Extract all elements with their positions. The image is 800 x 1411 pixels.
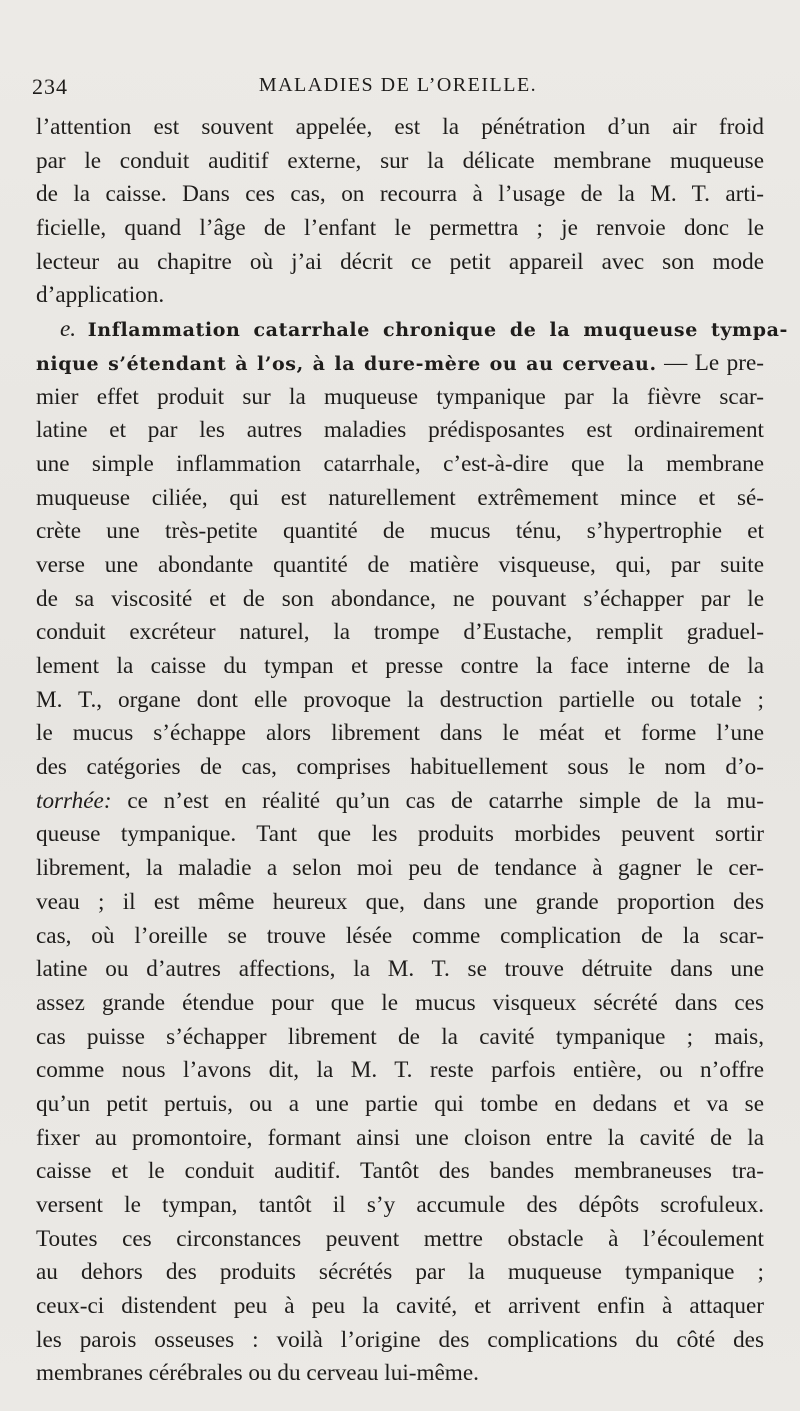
text-line: crète une très-petite quantité de mucus ténu, s’hypertrophie et [36,518,764,545]
text-line: comme nous l’avons dit, la M. T. reste parfois entière, ou n’offre [36,1057,764,1084]
text-line: au dehors des produits sécrétés par la muqueuse tympanique ; [36,1259,764,1286]
text-line: veau ; il est même heureux que, dans une grande proportion des [36,888,764,915]
text-line: de sa viscosité et de son abondance, ne pouvant s’échapper par le [36,585,764,612]
running-head: MALADIES DE L’OREILLE. [258,74,538,96]
text-line: qu’un petit pertuis, ou a une partie qui tombe en dedans et va se [36,1090,764,1117]
text-line: verse une abondante quantité de matière visqueuse, qui, par suite [36,551,764,578]
page-number: 234 [32,74,68,99]
text-line: queuse tympanique. Tant que les produits morbides peuvent sortir [36,821,764,848]
text-line: fixer au promontoire, formant ainsi une cloison entre la cavité de la [36,1124,764,1151]
section-heading-part2: nique s’étendant à l’os, à la dure-mère ou au cerveau. [36,352,657,375]
text-line: M. T., organe dont elle provoque la destruction partielle ou totale ; [36,686,764,713]
text-line: des catégories de cas, comprises habituellement sous le nom d’o- [36,754,764,781]
page-header [30,70,766,104]
text-line: caisse et le conduit auditif. Tantôt des bandes membraneuses tra- [36,1158,764,1185]
text-line: cas, où l’oreille se trouve lésée comme complication de la scar- [36,922,764,949]
section-letter: e. [60,316,77,343]
text-line: versent le tympan, tantôt il s’y accumule des dépôts scrofuleux. [36,1192,764,1218]
text-line: une simple inflammation catarrhale, c’est-à-dire que la membrane [36,450,764,477]
text-line: les parois osseuses : voilà l’origine des complications du côté des [36,1326,764,1353]
text-line: cas puisse s’échapper librement de la cavité tympanique ; mais, [36,1023,764,1050]
text-line: conduit excréteur naturel, la trompe d’Eustache, remplit graduel- [36,619,764,646]
otorrhee-line [36,785,764,819]
otorrhee-term: torrhée: [36,787,112,814]
text-line: assez grande étendue pour que le mucus visqueux sécrété dans ces [36,989,764,1016]
text-line: mier effet produit sur la muqueuse tympanique par la fièvre scar- [36,383,764,410]
text-line: de la caisse. Dans ces cas, on recourra à l’usage de la M. T. arti- [36,181,764,208]
text-line: librement, la maladie a selon moi peu de tendance à gagner le cer- [36,855,764,882]
text-line: membranes cérébrales ou du cerveau lui-même. [36,1360,479,1387]
text-line: muqueuse ciliée, qui est naturellement extrêmement mince et sé- [36,484,764,511]
section-heading-part1: Inflammation catarrhale chronique de la muqueuse tympa- [87,319,788,342]
section-heading-line-2 [36,347,764,381]
text-line: latine ou d’autres affections, la M. T. se trouve détruite dans une [36,956,764,983]
text-line: lecteur au chapitre où j’ai décrit ce petit appareil avec son mode [36,248,764,275]
text-line: lement la caisse du tympan et presse contre la face interne de la [36,653,764,679]
text-line: Toutes ces circonstances peuvent mettre obstacle à l’écoulement [36,1225,764,1252]
body-text [36,111,788,1391]
text-line: ficielle, quand l’âge de l’enfant le permettra ; je renvoie donc le [36,215,764,242]
section-dash-text: — Le pre- [664,349,764,376]
text-line: ceux-ci distendent peu à peu la cavité, et arrivent enfin à attaquer [36,1293,764,1320]
text-line: le mucus s’échappe alors librement dans le méat et forme l’une [36,720,764,747]
text-line: l’attention est souvent appelée, est la pénétration d’un air froid [36,114,764,140]
text-line: latine et par les autres maladies prédisposantes est ordinairement [36,417,764,444]
otorrhee-rest: ce n’est en réalité qu’un cas de catarrhe simple de la mu- [111,787,764,814]
section-heading-line [36,313,788,347]
text-line: d’application. [36,282,165,309]
text-line: par le conduit auditif externe, sur la délicate membrane muqueuse [36,147,764,174]
